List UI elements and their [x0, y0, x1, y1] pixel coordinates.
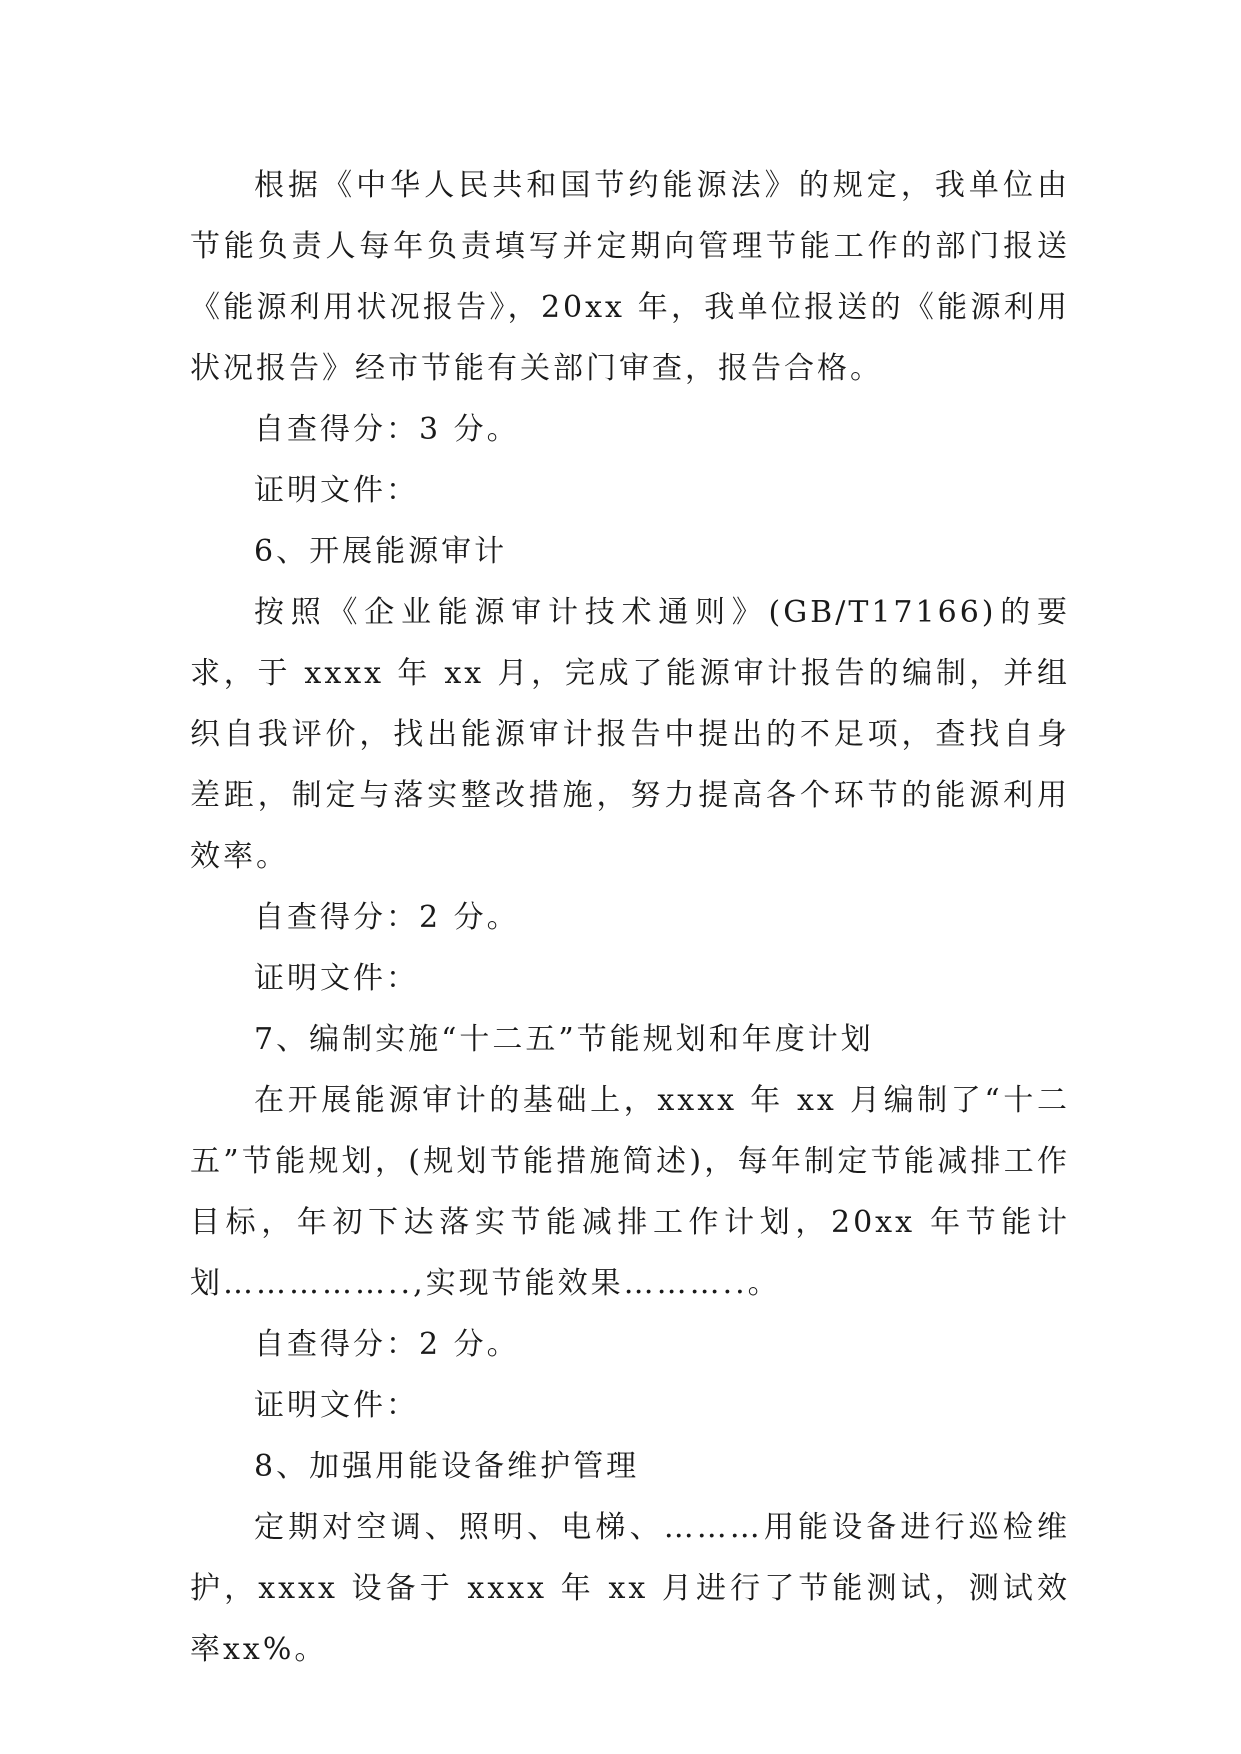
proof-documents-label: 证明文件： [254, 473, 419, 508]
self-check-score: 自查得分：3 分。 [254, 412, 520, 447]
section-heading-energy-audit: 6、开展能源审计 [254, 534, 508, 569]
paragraph-energy-audit: 按照《企业能源审计技术通则》(GB/T17166)的要求，于 xxxx 年 xx 月，完成了能源审计报告的编制，并组织自我评价，找出能源审计报告中提出的不足项，查找自身差距，制定与落实整改措施，努力提高各个环节的能源利用效率。 [190, 595, 1070, 874]
paragraph-energy-plan: 在开展能源审计的基础上，xxxx 年 xx 月编制了“十二五”节能规划，(规划节能措施简述)，每年制定节能减排工作目标，年初下达落实节能减排工作计划，20xx 年节能计划……………..,实现节能效果………..。 [190, 1083, 1070, 1301]
proof-documents-label: 证明文件： [254, 1388, 419, 1423]
section-heading-energy-plan: 7、编制实施“十二五”节能规划和年度计划 [254, 1022, 874, 1057]
proof-documents-label: 证明文件： [254, 961, 419, 996]
paragraph-report-submission: 根据《中华人民共和国节约能源法》的规定，我单位由节能负责人每年负责填写并定期向管理节能工作的部门报送《能源利用状况报告》，20xx 年，我单位报送的《能源利用状况报告》经市节能有关部门审查，报告合格。 [190, 168, 1070, 386]
self-check-score: 自查得分：2 分。 [254, 1327, 520, 1362]
section-heading-equipment-maintenance: 8、加强用能设备维护管理 [254, 1449, 640, 1484]
document-body [190, 155, 1070, 1680]
self-check-score: 自查得分：2 分。 [254, 900, 520, 935]
paragraph-equipment-maintenance: 定期对空调、照明、电梯、………用能设备进行巡检维护，xxxx 设备于 xxxx 年 xx 月进行了节能测试，测试效率xx%。 [190, 1510, 1070, 1667]
